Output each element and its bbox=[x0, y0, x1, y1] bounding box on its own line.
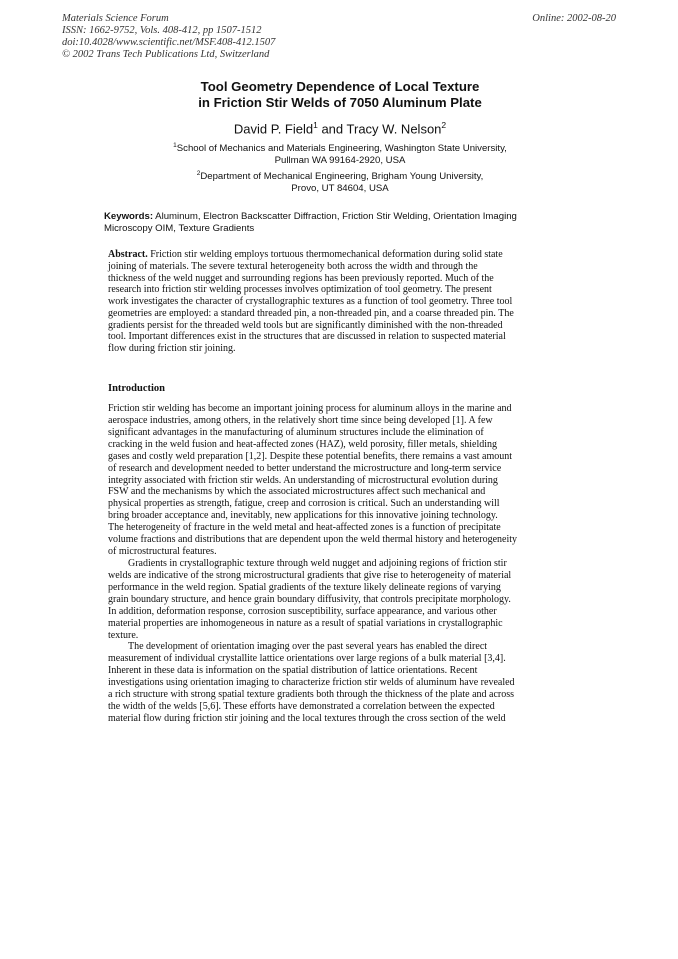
body-text-line: cracking in the weld fusion and heat-affected zones (HAZ), weld porosity, filler metals, shielding bbox=[108, 438, 498, 450]
keywords-text: Aluminum, Electron Backscatter Diffraction, Friction Stir Welding, Orientation Imaging bbox=[153, 211, 517, 222]
author-list bbox=[100, 117, 580, 137]
abstract-line: gradients persist for the threaded weld tools but are significantly diminished with the non-threaded bbox=[108, 319, 503, 331]
affiliation-marker: 1 bbox=[173, 142, 177, 149]
doi-line: doi:10.4028/www.scientific.net/MSF.408-412.1507 bbox=[62, 37, 276, 48]
abstract-line: tool. Important differences exist in the structures that are discussed in relation to suspected material bbox=[108, 331, 506, 343]
body-text-line: In addition, deformation response, corrosion susceptibility, surface appearance, and various other bbox=[108, 605, 497, 617]
body-text-line: material flow during friction stir joining and the local textures through the cross section of the weld bbox=[108, 712, 506, 724]
paper-title bbox=[100, 79, 580, 111]
body-text-line: a rich structure with strong spatial texture gradients both through the thickness of the plate and across bbox=[108, 689, 515, 701]
online-date: Online: 2002-08-20 bbox=[532, 13, 616, 24]
keywords bbox=[104, 211, 566, 234]
body-text-line: the width of the welds [5,6]. These efforts have demonstrated a correlation between the expected bbox=[108, 701, 495, 713]
author-name: David P. Field bbox=[233, 121, 314, 137]
body-text-line: integrity associated with friction stir welds. An understanding of microstructural evolution during bbox=[108, 474, 498, 486]
title-line: in Friction Stir Welds of 7050 Aluminum Plate bbox=[198, 95, 482, 110]
body-text-line: gases and costly weld preparation [1,2]. Despite these potential benefits, there remains a vast amount bbox=[108, 450, 513, 462]
body-text-line: volume fractions and distributions that are dependent upon the weld thermal history and heterogeneity bbox=[108, 534, 518, 546]
body-text-line: aerospace industries, among others, in the relatively short time since being developed [1]. A few bbox=[108, 414, 493, 426]
journal-header bbox=[62, 13, 275, 61]
issn-line: ISSN: 1662-9752, Vols. 408-412, pp 1507-1512 bbox=[62, 25, 262, 36]
abstract-line: research into friction stir welding processes involves optimization of tool geometry. The present bbox=[108, 284, 492, 296]
affiliation-marker: 1 bbox=[313, 120, 318, 130]
body-text-line: The heterogeneity of fracture in the weld metal and heat-affected zones is a function of precipitate bbox=[108, 522, 501, 534]
keywords-text: Microscopy OIM, Texture Gradients bbox=[104, 222, 255, 234]
journal-name: Materials Science Forum bbox=[62, 13, 169, 24]
affiliation bbox=[110, 140, 570, 167]
abstract-line: Friction stir welding employs tortuous thermomechanical deformation during solid state bbox=[147, 249, 503, 260]
abstract bbox=[108, 249, 554, 355]
body-text-line: bring broader acceptance and, inevitably, new applications for this innovative joining technology. bbox=[108, 510, 498, 522]
title-line: Tool Geometry Dependence of Local Texture bbox=[200, 79, 480, 94]
abstract-line: work investigates the character of crystallographic textures as a function of tool geometry. Three tool bbox=[108, 296, 513, 307]
affiliation-marker: 2 bbox=[441, 120, 447, 130]
author-separator: and bbox=[317, 121, 347, 137]
body-text-line: physical properties as strength, fatigue, creep and corrosion is critical. Such an understanding will bbox=[108, 498, 500, 510]
abstract-line: flow during friction stir joining. bbox=[108, 343, 236, 354]
affiliation-marker: 2 bbox=[196, 170, 201, 177]
body-text-line: of research and development needed to better understand the microstructure and long-term service bbox=[108, 462, 502, 474]
body-text-line: Inherent in these data is information on the spatial distribution of lattice orientations. Recent bbox=[108, 665, 478, 677]
body-text-line: FSW and the mechanisms by which the associated microstructures affect such mechanical and bbox=[108, 486, 486, 498]
body-text-line: Gradients in crystallographic texture through weld nugget and adjoining regions of friction stir bbox=[128, 557, 507, 569]
body-text-line: grain boundary structure, and hence grain boundary diffusivity, that controls precipitate morphology. bbox=[108, 593, 511, 605]
copyright-line: © 2002 Trans Tech Publications Ltd, Switzerland bbox=[62, 49, 270, 60]
introduction-body bbox=[108, 403, 554, 725]
section-heading: Introduction bbox=[108, 383, 165, 394]
body-text-line: measurement of individual crystallite lattice orientations over large regions of a bulk material [3,4]. bbox=[108, 653, 506, 665]
keywords-label: Keywords: bbox=[104, 211, 154, 222]
affiliation-text: School of Mechanics and Materials Engineering, Washington State University, bbox=[176, 143, 507, 155]
body-text-line: performance in the weld region. Spatial gradients of the texture likely delineate regions of varying bbox=[108, 581, 501, 593]
body-text-line: Friction stir welding has become an important joining process for aluminum alloys in the marine and bbox=[108, 403, 512, 414]
author-name: Tracy W. Nelson bbox=[346, 121, 442, 137]
affiliation bbox=[110, 168, 570, 195]
abstract-line: geometries are employed: a standard threaded pin, a non-threaded pin, and a coarse threaded pin. The bbox=[108, 307, 514, 319]
body-text-line: The development of orientation imaging over the past several years has enabled the direct bbox=[128, 641, 488, 653]
abstract-line: thickness of the weld nugget and surrounding regions has been previously reported. Much of the bbox=[108, 272, 494, 284]
abstract-line: joining of materials. The severe textural heterogeneity both across the width and through the bbox=[108, 260, 478, 272]
affiliation-text: Pullman WA 99164-2920, USA bbox=[274, 155, 406, 167]
body-text-line: of microstructural features. bbox=[108, 546, 217, 558]
affiliation-text: Provo, UT 84604, USA bbox=[291, 183, 389, 195]
body-text-line: material properties are inhomogeneous in nature as a result of spatial variations in crystallographic bbox=[108, 617, 503, 629]
body-text-line: significant advantages in the manufacturing of aluminum structures include the elimination of bbox=[108, 426, 484, 438]
body-text-line: texture. bbox=[108, 629, 139, 641]
body-text-line: investigations using orientation imaging to characterize friction stir welds of aluminum have revealed bbox=[108, 677, 515, 689]
affiliation-text: Department of Mechanical Engineering, Brigham Young University, bbox=[200, 171, 484, 183]
body-text-line: welds are indicative of the strong microstructural gradients that give rise to heterogeneity of material bbox=[108, 569, 512, 581]
abstract-label: Abstract. bbox=[108, 249, 148, 260]
